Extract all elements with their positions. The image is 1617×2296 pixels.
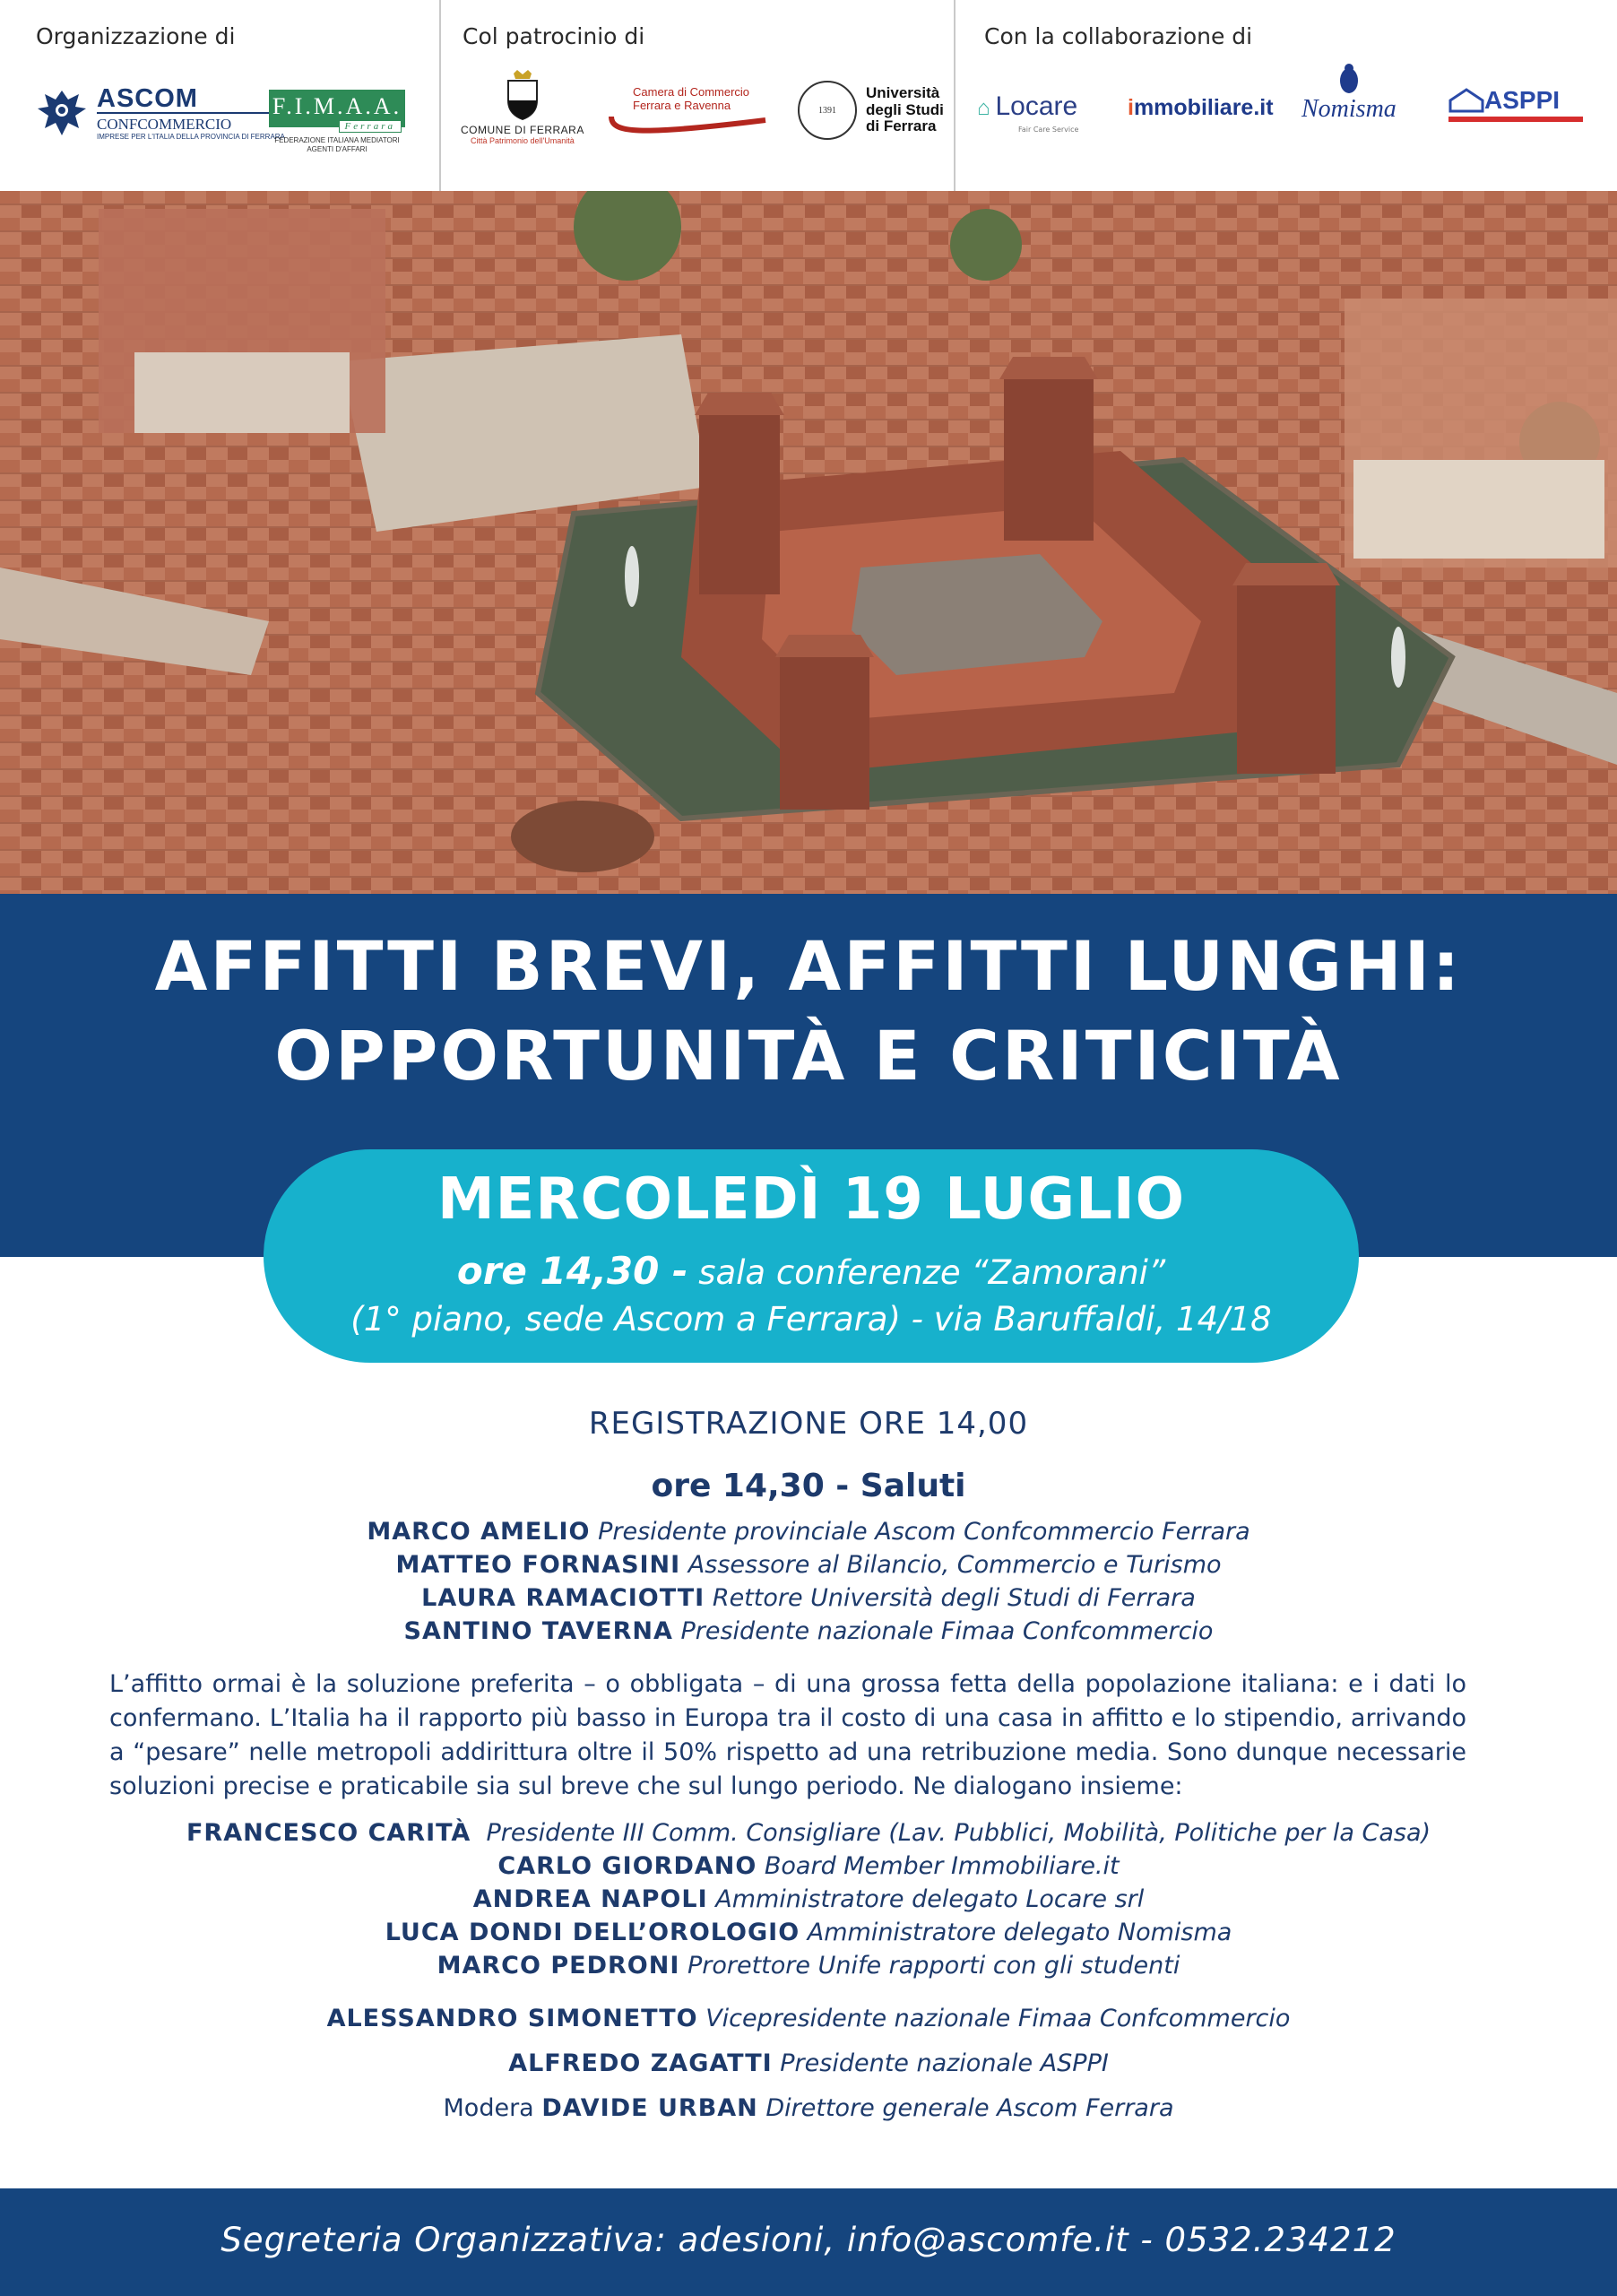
speaker-name: MARCO PEDRONI <box>437 1952 680 1980</box>
speaker-name: LUCA DONDI DELL’OROLOGIO <box>385 1919 800 1946</box>
speaker-name: CARLO GIORDANO <box>497 1852 757 1880</box>
closing-speaker <box>0 2047 1617 2080</box>
camera-line2: Ferrara e Ravenna <box>633 98 731 112</box>
speaker-name: MATTEO FORNASINI <box>395 1551 681 1579</box>
camera-line1: Camera di Commercio <box>633 85 750 99</box>
ascom-eagle-icon <box>34 85 90 141</box>
comune-name: COMUNE DI FERRARA <box>461 124 584 136</box>
comune-caption: Città Patrimonio dell'Umanità <box>471 136 575 145</box>
aerial-photo-ferrara-castle <box>0 191 1617 894</box>
speaker-role: Rettore Università degli Studi di Ferrara <box>712 1584 1196 1612</box>
unife-logo <box>798 81 944 140</box>
nomisma-emblem-icon <box>1336 63 1362 95</box>
event-room: sala conferenze “Zamorani” <box>698 1253 1166 1292</box>
speaker-row <box>0 1883 1617 1916</box>
speaker-row <box>0 1615 1617 1648</box>
speaker-role: Presidente nazionale ASPPI <box>780 2049 1109 2077</box>
fimaa-name: F.I.M.A.A. <box>272 93 402 119</box>
speaker-row <box>0 1850 1617 1883</box>
organizers-section <box>0 0 439 191</box>
speaker-name: FRANCESCO CARITÀ <box>186 1819 471 1847</box>
speaker-name: MARCO AMELIO <box>367 1518 591 1546</box>
nomisma-name: Nomisma <box>1301 95 1396 123</box>
castle-illustration <box>0 191 1617 894</box>
speaker-role: Assessore al Bilancio, Commercio e Turismo <box>687 1551 1222 1579</box>
panel-list <box>0 1816 1617 1982</box>
moderator-row <box>0 2092 1617 2125</box>
ascom-name: ASCOM <box>97 86 285 114</box>
intro-paragraph: L’affitto ormai è la soluzione preferita – o obbligata – di una grossa fetta della popolazione italiana: e i dati lo confermano. L’Italia ha il rapporto più basso in Europa tra il costo di una casa in affitto e lo stipendio, arrivando a “pesare” nelle metropoli addirittura oltre il 50% rispetto ad una retribuzione media. Sono dunque necessarie soluzioni precise e praticabile sia sul breve che sul lungo periodo. Ne dialogano insieme: <box>109 1670 1466 1800</box>
asppi-house-icon <box>1448 88 1484 113</box>
speaker-name: ANDREA NAPOLI <box>472 1885 708 1913</box>
locare-logo <box>977 91 1079 134</box>
sponsor-header <box>0 0 1617 191</box>
locare-caption: Fair Care Service <box>1018 126 1079 134</box>
immobiliare-name: mmobiliare.it <box>1133 95 1274 120</box>
event-title-line2: OPPORTUNITÀ E CRITICITÀ <box>274 1016 1343 1096</box>
organizers-label: Organizzazione di <box>36 23 236 49</box>
speaker-name: ALESSANDRO SIMONETTO <box>326 2005 698 2032</box>
ascom-caption: IMPRESE PER L'ITALIA DELLA PROVINCIA DI FERRARA <box>97 132 285 141</box>
speaker-row <box>0 2047 1617 2080</box>
comune-logo <box>461 70 584 145</box>
unife-line3: di Ferrara <box>866 117 937 135</box>
speaker-row <box>0 2002 1617 2035</box>
registration-time: REGISTRAZIONE ORE 14,00 <box>588 1406 1029 1442</box>
speaker-role: Presidente III Comm. Consigliare (Lav. Pubblici, Mobilità, Politiche per la Casa) <box>486 1819 1431 1847</box>
speaker-name: LAURA RAMACIOTTI <box>421 1584 705 1612</box>
moderator <box>0 2092 1617 2125</box>
greetings-title: ore 14,30 - Saluti <box>651 1468 966 1504</box>
event-place: (1° piano, sede Ascom a Ferrara) - via Baruffaldi, 14/18 <box>350 1299 1272 1339</box>
speaker-role: Prorettore Unife rapporti con gli studenti <box>687 1952 1180 1980</box>
speaker-row <box>0 1949 1617 1982</box>
locare-house-icon: ⌂ <box>977 96 990 120</box>
fimaa-caption: FEDERAZIONE ITALIANA MEDIATORI AGENTI D'AFFARI <box>274 136 400 153</box>
moderator-name: DAVIDE URBAN <box>541 2094 758 2122</box>
ascom-sub: CONFCOMMERCIO <box>97 115 232 133</box>
nomisma-logo <box>1301 63 1396 124</box>
collaborators-section <box>956 0 1617 191</box>
event-title <box>0 926 1617 1096</box>
camera-swoosh-icon <box>608 115 769 140</box>
speaker-role: Presidente nazionale Fimaa Confcommercio <box>680 1617 1214 1645</box>
patrons-label: Col patrocinio di <box>463 23 645 49</box>
fimaa-logo <box>269 90 405 153</box>
immobiliare-initial: i <box>1128 95 1134 120</box>
event-time-room <box>264 1248 1359 1295</box>
event-date-pill <box>264 1149 1359 1363</box>
footer-contact: Segreteria Organizzativa: adesioni, info@ascomfe.it - 0532.234212 <box>220 2221 1396 2259</box>
comune-crest-icon <box>505 70 540 120</box>
moderator-role: Direttore generale Ascom Ferrara <box>765 2094 1174 2122</box>
immobiliare-logo <box>1128 95 1274 121</box>
speaker-row <box>0 1515 1617 1548</box>
speaker-role: Board Member Immobiliare.it <box>764 1852 1120 1880</box>
greetings-list <box>0 1515 1617 1648</box>
event-time: ore 14,30 - <box>456 1249 688 1293</box>
speaker-row <box>0 1581 1617 1615</box>
event-date: MERCOLEDÌ 19 LUGLIO <box>437 1166 1186 1233</box>
unife-seal-icon: 1391 <box>798 81 857 140</box>
speaker-row <box>0 1816 1617 1850</box>
speaker-name: SANTINO TAVERNA <box>403 1617 673 1645</box>
asppi-bar <box>1448 117 1583 122</box>
speaker-role: Amministratore delegato Locare srl <box>715 1885 1145 1913</box>
speaker-row <box>0 1548 1617 1581</box>
fimaa-sub: Ferrara <box>339 120 402 133</box>
ascom-logo <box>34 85 285 141</box>
camera-commercio-logo <box>608 86 769 140</box>
asppi-logo <box>1448 86 1583 122</box>
closing-speaker <box>0 2002 1617 2035</box>
speaker-role: Presidente provinciale Ascom Confcommercio Ferrara <box>598 1518 1250 1546</box>
speaker-role: Amministratore delegato Nomisma <box>807 1919 1232 1946</box>
patrons-section <box>441 0 954 191</box>
unife-line1: Università <box>866 83 940 101</box>
speaker-name: ALFREDO ZAGATTI <box>508 2049 773 2077</box>
unife-line2: degli Studi <box>866 100 944 118</box>
speaker-row <box>0 1916 1617 1949</box>
locare-name: Locare <box>995 91 1078 121</box>
event-title-line1: AFFITTI BREVI, AFFITTI LUNGHI: <box>154 926 1463 1006</box>
moderator-prefix: Modera <box>443 2094 534 2122</box>
collaborators-label: Con la collaborazione di <box>984 23 1253 49</box>
speaker-role: Vicepresidente nazionale Fimaa Confcommercio <box>705 2005 1291 2032</box>
asppi-name: ASPPI <box>1484 86 1561 114</box>
